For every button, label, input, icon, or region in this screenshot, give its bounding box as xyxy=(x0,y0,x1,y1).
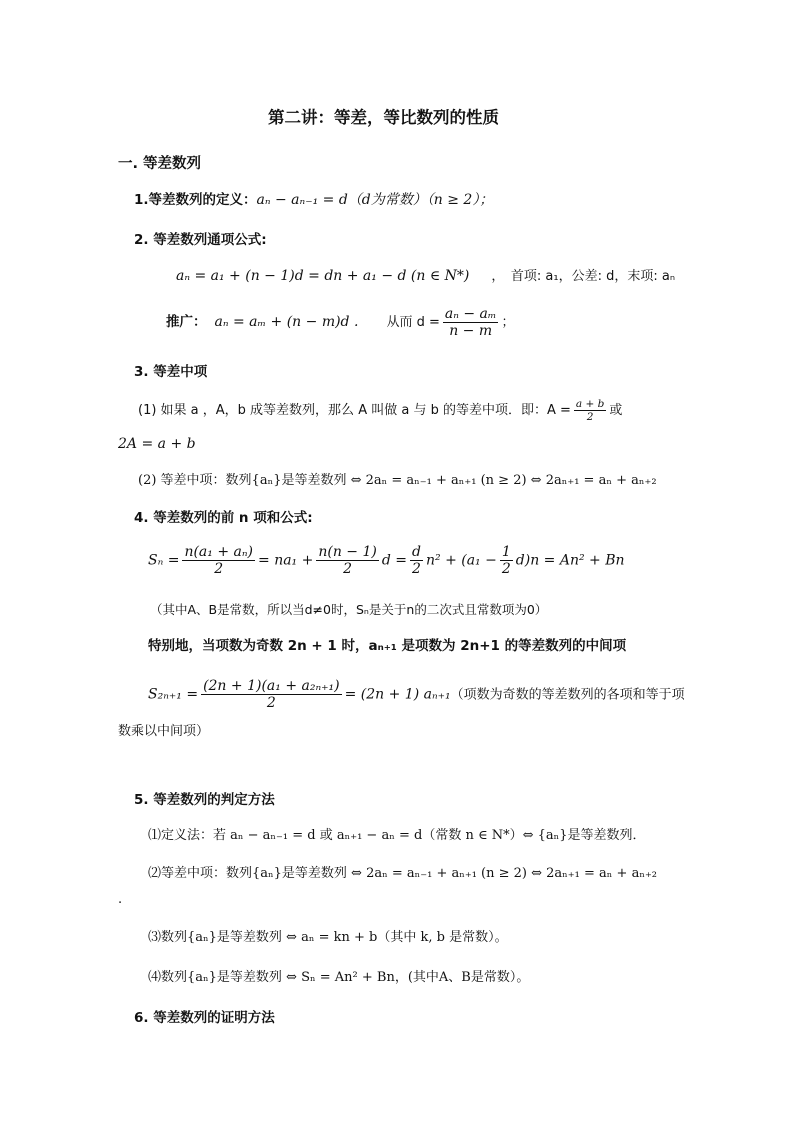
fraction-denominator: 2 xyxy=(412,561,421,578)
middle-term-or: 或 xyxy=(609,403,623,419)
sum-fraction-4 xyxy=(500,544,513,577)
general-term-formula: aₙ = a₁ + (n − 1)d = dn + a₁ − d (n ∈ N*) xyxy=(176,268,470,284)
section-heading: 一. 等差数列 xyxy=(118,156,202,172)
odd-sum-formula xyxy=(148,678,685,711)
definition-line xyxy=(134,192,493,209)
fraction-numerator: n(n − 1) xyxy=(318,544,377,560)
odd-sum-lhs: S₂ₙ₊₁ = xyxy=(148,686,199,703)
judgment-method-3: ⑶数列{aₙ}是等差数列 ⇔ aₙ = kn + b（其中 k, b 是常数）。 xyxy=(148,930,508,945)
fraction-denominator: 2 xyxy=(266,695,276,712)
definition-label: 1.等差数列的定义： xyxy=(134,192,257,208)
general-term-note: ， 首项: a₁，公差: d，末项: aₙ xyxy=(491,269,676,284)
fraction-denominator: 2 xyxy=(343,561,353,578)
fraction-numerator: d xyxy=(412,544,421,560)
middle-term-heading: 3. 等差中项 xyxy=(134,364,208,380)
sum-note: （其中A、B是常数，所以当d≠0时，Sₙ是关于n的二次式且常数项为0） xyxy=(150,602,548,617)
fraction-numerator: a + b xyxy=(575,398,605,410)
odd-sum-note: （项数为奇数的等差数列的各项和等于项 xyxy=(450,687,685,703)
extension-end: ； xyxy=(501,315,515,331)
middle-term-fraction xyxy=(574,398,606,423)
sum-mid-2: d = xyxy=(381,552,408,569)
page-title: 第二讲：等差，等比数列的性质 xyxy=(268,108,499,127)
middle-term-line-2: 2A = a + b xyxy=(118,436,196,452)
sum-mid-1: = na₁ + xyxy=(258,552,314,569)
sum-lhs: Sₙ = xyxy=(148,552,180,569)
sum-mid-3: n² + (a₁ − xyxy=(425,552,497,569)
judgment-method-4: ⑷数列{aₙ}是等差数列 ⇔ Sₙ = An² + Bn，(其中A、B是常数）。 xyxy=(148,970,530,985)
middle-term-line-3 xyxy=(138,472,657,489)
extension-formula: aₙ = aₘ + (n − m)d . xyxy=(214,314,359,331)
general-term-heading: 2. 等差数列通项公式: xyxy=(134,232,267,248)
sum-fraction-1 xyxy=(182,544,255,577)
judgment-method-1: ⑴定义法：若 aₙ − aₙ₋₁ = d 或 aₙ₊₁ − aₙ = d（常数 n ∈ N*）⇔ {aₙ}是等差数列． xyxy=(148,828,646,843)
proof-heading: 6. 等差数列的证明方法 xyxy=(134,1010,275,1026)
judgment-method-2-dot: . xyxy=(118,892,123,907)
odd-sum-fraction xyxy=(201,678,342,711)
judgment-heading: 5. 等差数列的判定方法 xyxy=(134,792,275,808)
extension-label: 推广： xyxy=(166,314,207,331)
definition-formula: aₙ − aₙ₋₁ = d（d为常数）（n ≥ 2）； xyxy=(256,192,494,208)
extension-fraction xyxy=(443,306,499,339)
sum-formula xyxy=(148,544,625,577)
fraction-numerator: (2n + 1)(a₁ + a₂ₙ₊₁) xyxy=(203,678,340,694)
sum-end: d)n = An² + Bn xyxy=(515,552,625,569)
fraction-numerator: 1 xyxy=(501,544,511,560)
middle-term-text-2: (2) 等差中项：数列{aₙ}是等差数列 ⇔ 2aₙ = aₙ₋₁ + aₙ₊₁ (n ≥ 2) ⇔ 2aₙ₊₁ = aₙ + aₙ₊₂ xyxy=(138,473,657,488)
fraction-denominator: n − m xyxy=(449,323,493,340)
odd-sum-rhs: = (2n + 1) aₙ₊₁ xyxy=(344,686,451,703)
fraction-denominator: 2 xyxy=(586,411,594,424)
general-term-line xyxy=(176,268,675,285)
middle-term-text-1: (1) 如果 a ，A，b 成等差数列，那么 A 叫做 a 与 b 的等差中项．即：A = xyxy=(138,403,571,419)
odd-sum-note-line-2: 数乘以中间项） xyxy=(118,724,210,739)
extension-line xyxy=(166,306,514,339)
special-case-text: 特别地，当项数为奇数 2n + 1 时，aₙ₊₁ 是项数为 2n+1 的等差数列的中间项 xyxy=(148,638,627,654)
extension-then: 从而 d = xyxy=(386,315,440,331)
sum-fraction-2 xyxy=(316,544,379,577)
fraction-numerator: n(a₁ + aₙ) xyxy=(184,544,254,560)
middle-term-line-1 xyxy=(138,398,622,423)
fraction-denominator: 2 xyxy=(501,561,511,578)
sum-heading: 4. 等差数列的前 n 项和公式: xyxy=(134,510,313,526)
fraction-denominator: 2 xyxy=(214,561,224,578)
sum-fraction-3 xyxy=(410,544,423,577)
fraction-numerator: aₙ − aₘ xyxy=(444,306,497,322)
judgment-method-2: ⑵等差中项：数列{aₙ}是等差数列 ⇔ 2aₙ = aₙ₋₁ + aₙ₊₁ (n ≥ 2) ⇔ 2aₙ₊₁ = aₙ + aₙ₊₂ xyxy=(148,866,658,881)
